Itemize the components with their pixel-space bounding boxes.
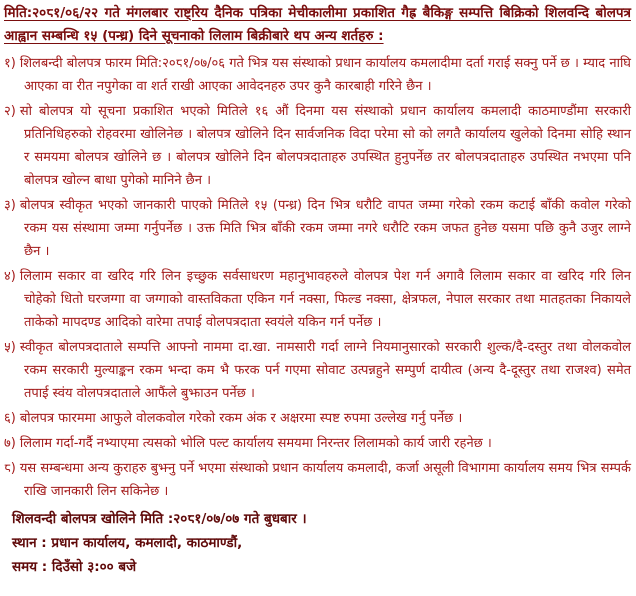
term-item-2-number: २) — [4, 104, 16, 119]
term-item-5-text: स्वीकृत बोलपत्रदाताले सम्पत्ति आफ्नो नाममा दा.खा. नामसारी गर्दा लाग्ने नियमानुसारको सरकारी शुल्क/दै-दस्तुर तथा वोलकवोल रकम सरकारी मुल्याङ्कन रकम भन्दा कम भै फरक पर्न गएमा सोवाट उत्पन्नहुने सम्पुर्ण दायीत्व (अन्य दै-दूस्तुर तथा राजश्व) समेत तपाई स्वंय वोलपत्रदाताले आफैंले बुझाउन पर्नेछ । — [19, 340, 631, 401]
terms-list — [4, 52, 631, 503]
term-item-6 — [4, 407, 631, 430]
term-item-8-number: ८) — [4, 461, 16, 476]
term-item-7-number: ७) — [4, 436, 16, 451]
term-item-6-text: बोलपत्र फारममा आफुले वोलकवोल गरेको रकम अंक र अक्षरमा स्पष्ट रुपमा उल्लेख गर्नु पर्नेछ । — [19, 411, 463, 426]
term-item-8 — [4, 457, 631, 503]
term-item-5 — [4, 336, 631, 405]
term-item-2-text: सो बोलपत्र यो सूचना प्रकाशित भएको मितिले १६ औं दिनमा यस संस्थाको प्रधान कार्यालय कमलादी काठमाण्डौंमा सरकारी प्रतिनिधिहरुको रोहवरमा खोलिनेछ । बोलपत्र खोलिने दिन सार्वजनिक विदा परेमा सो को लगतै कार्यालय खुलेको दिनमा सोहि स्थान र समयमा बोलपत्र खोलिने छ । बोलपत्र खोलिने दिन बोलपत्रदाताहरु उपस्थित हुनुपर्नेछ तर बोलपत्रदाताहरु उपस्थित नभएमा पनि बोलपत्र खोल्न बाधा पुगेको मानिने छैन । — [19, 104, 631, 188]
term-item-2 — [4, 100, 631, 192]
bid-opening-date-line: शिलवन्दी बोलपत्र खोलिने मिति :२०८१/०७/०७ गते बुधबार । — [12, 511, 307, 527]
time-line: समय : दिउँसो ३:०० बजे — [12, 559, 137, 575]
term-item-4 — [4, 265, 631, 334]
location-line: स्थान : प्रधान कार्यालय, कमलादी, काठमाण्डौं, — [12, 535, 243, 551]
term-item-3-text: बोलपत्र स्वीकृत भएको जानकारी पाएको मितिले १५ (पन्ध्र) दिन भित्र धरौटि वापत जम्मा गरेको रकम कटाई बाँकी कवोल गरेको रकम यस संस्थामा जम्मा गर्नुपर्नेछ । उक्त मिति भित्र बाँकी रकम जम्मा नगरे धरौटि रकम जफत हुनेछ यसमा पछि कुनै उजुर लाग्ने छैन । — [19, 198, 631, 259]
term-item-4-text: लिलाम सकार वा खरिद गरि लिन इच्छुक सर्वसाधरण महानुभावहरुले वोलपत्र पेश गर्न अगावै लिलाम सकार वा खरिद गरि लिन चोहेको धितो घरजग्गा वा जग्गाको वास्तविकता एकिन गर्न नक्सा, फिल्ड नक्सा, क्षेत्रफल, नेपाल सरकार तथा मातहतका निकायले ताकेको मापदण्ड आदिको वारेमा तपाई वोलपत्रदाता स्वयंले यकिन गर्न पर्नेछ । — [19, 269, 631, 330]
notice-title: मिति:२०८१/०६/२२ गते मंगलबार राष्ट्रिय दैनिक पत्रिका मेचीकालीमा प्रकाशित गैह्र बैकिङ्ग सम्पत्ति बिक्रिको शिलवन्दि बोलपत्र आह्वान सम्बन्धि १५ (पन्ध्र) दिने सूचनाको लिलाम बिक्रीबारे थप अन्य शर्तहरु : — [4, 5, 631, 44]
term-item-7-text: लिलाम गर्दा-गर्दै नभ्याएमा त्यसको भोलि पल्ट कार्यालय समयमा निरन्तर लिलामको कार्य जारी रहनेछ । — [19, 436, 492, 451]
term-item-1-text: शिलबन्दी बोलपत्र फारम मिति:२०८१/०७/०६ गते भित्र यस संस्थाको प्रधान कार्यालय कमलादीमा दर्ता गराई सक्नु पर्ने छ । म्याद नाघि आएका वा रीत नपुगेका वा शर्त राखी आएका आवेदनहरु उपर कुनै कारबाही गरिने छैन । — [19, 56, 631, 94]
footer-block — [4, 507, 631, 579]
term-item-8-text: यस सम्बन्धमा अन्य कुराहरु बुझ्नु पर्ने भएमा संस्थाको प्रधान कार्यालय कमलादी, कर्जा असूली विभागमा कार्यालय समय भित्र सम्पर्क राखि जानकारी लिन सकिनेछ । — [19, 461, 631, 499]
term-item-1-number: १) — [4, 56, 16, 71]
term-item-6-number: ६) — [4, 411, 16, 426]
term-item-1 — [4, 52, 631, 98]
term-item-3 — [4, 194, 631, 263]
term-item-4-number: ४) — [4, 269, 16, 284]
term-item-3-number: ३) — [4, 198, 16, 213]
term-item-7 — [4, 432, 631, 455]
term-item-5-number: ५) — [4, 340, 16, 355]
